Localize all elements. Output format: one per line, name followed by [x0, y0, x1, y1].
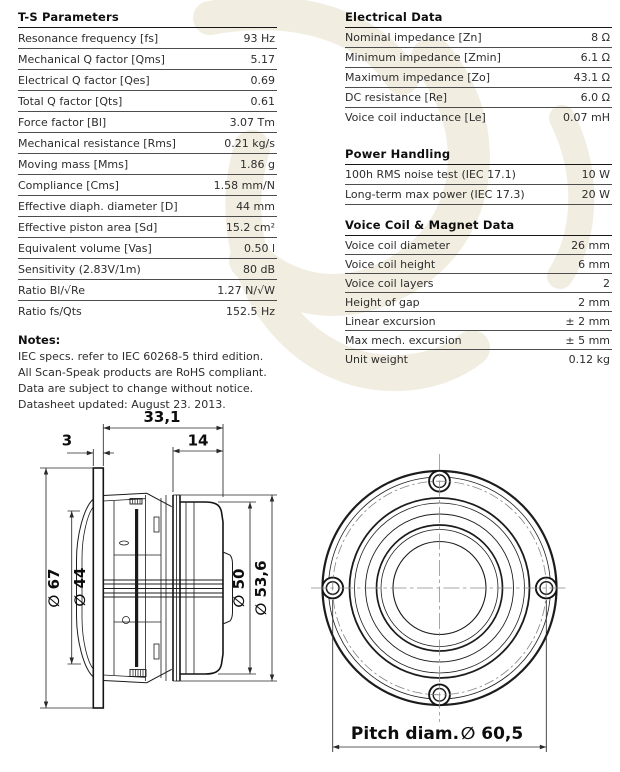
row-value: 0.50 l — [243, 241, 275, 255]
table-row — [345, 88, 612, 108]
row-value: 6 mm — [578, 257, 610, 271]
table-row — [18, 259, 277, 280]
row-value: 5.17 — [250, 52, 275, 66]
notes-title: Notes: — [18, 333, 61, 347]
row-value: 0.21 kg/s — [224, 136, 275, 150]
table-row — [18, 175, 277, 196]
table-row — [345, 350, 612, 368]
table-row — [345, 331, 612, 350]
table-row — [18, 301, 277, 321]
table-row — [18, 238, 277, 259]
row-value: 8 Ω — [591, 31, 610, 44]
pitch-diameter-label: Pitch diam. — [350, 724, 460, 744]
table-row — [18, 28, 277, 49]
table-row — [345, 108, 612, 127]
table-row — [345, 165, 612, 185]
table-row — [345, 185, 612, 205]
row-value: 80 dB — [242, 262, 275, 276]
row-value: 1.27 N/√W — [217, 283, 275, 297]
row-label: Mechanical Q factor [Qms] — [18, 52, 165, 66]
dim-rear-plate-diameter: ∅ 50 — [230, 568, 248, 608]
voice-coil-magnet-table — [345, 218, 612, 368]
row-label: Ratio fs/Qts — [18, 304, 82, 318]
table-title-ts-parameters: T-S Parameters — [18, 10, 277, 28]
table-row — [345, 48, 612, 68]
table-title-electrical-data: Electrical Data — [345, 10, 612, 28]
row-label: Resonance frequency [fs] — [18, 31, 159, 45]
row-value: 1.86 g — [240, 157, 275, 171]
dim-cone-diameter: ∅ 44 — [71, 567, 89, 607]
flange-plate — [93, 468, 103, 708]
front-view-drawing — [310, 400, 620, 772]
pitch-diameter-value: ∅ 60,5 — [460, 724, 524, 744]
spider-band — [103, 580, 222, 597]
row-label: Minimum impedance [Zmin] — [345, 51, 501, 64]
dim-magnet-diameter: ∅ 53,6 — [252, 560, 270, 616]
row-label: Mechanical resistance [Rms] — [18, 136, 176, 150]
row-label: Linear excursion — [345, 314, 436, 328]
row-value: 43.1 Ω — [573, 71, 610, 84]
ts-parameters-table — [18, 10, 277, 321]
dim-rear-depth: 14 — [187, 431, 209, 450]
note-line: Datasheet updated: August 23. 2013. — [18, 398, 226, 411]
row-label: Total Q factor [Qts] — [18, 94, 123, 108]
row-label: Voice coil layers — [345, 276, 434, 290]
row-value: 3.07 Tm — [229, 115, 275, 129]
right-column — [345, 10, 612, 368]
table-row — [18, 49, 277, 70]
row-label: Height of gap — [345, 295, 420, 309]
table-row — [345, 255, 612, 274]
row-value: 1.58 mm/N — [213, 178, 275, 192]
table-row — [18, 217, 277, 238]
row-label: Ratio Bl/√Re — [18, 283, 85, 297]
table-row — [345, 293, 612, 312]
table-row — [345, 28, 612, 48]
table-row — [345, 236, 612, 255]
row-label: Voice coil inductance [Le] — [345, 111, 486, 124]
table-row — [345, 68, 612, 88]
row-value: 44 mm — [236, 199, 275, 213]
row-value: ± 5 mm — [565, 333, 610, 347]
table-row — [18, 280, 277, 301]
note-line: Data are subject to change without notice. — [18, 382, 254, 395]
table-row — [18, 112, 277, 133]
row-value: 0.61 — [250, 94, 275, 108]
row-label: Force factor [Bl] — [18, 115, 107, 129]
dim-flange-diameter: ∅ 67 — [45, 568, 63, 608]
voice-coil-former — [135, 509, 138, 667]
row-label: Compliance [Cms] — [18, 178, 119, 192]
row-label: Moving mass [Mms] — [18, 157, 129, 171]
left-column — [18, 10, 277, 413]
power-handling-table — [345, 147, 612, 205]
table-row — [18, 91, 277, 112]
row-value: 0.12 kg — [568, 352, 610, 366]
row-label: Max mech. excursion — [345, 333, 462, 347]
row-value: 15.2 cm² — [225, 220, 275, 234]
row-label: Long-term max power (IEC 17.3) — [345, 188, 525, 201]
table-row — [18, 133, 277, 154]
note-line: All Scan-Speak products are RoHS compliant. — [18, 366, 267, 379]
side-view-drawing — [10, 400, 310, 772]
row-value: 152.5 Hz — [225, 304, 275, 318]
table-title-voice-coil: Voice Coil & Magnet Data — [345, 218, 612, 236]
note-line: IEC specs. refer to IEC 60268-5 third edition. — [18, 350, 264, 363]
table-row — [345, 312, 612, 331]
row-label: Unit weight — [345, 352, 408, 366]
row-value: 20 W — [581, 188, 610, 201]
notes-section — [18, 333, 318, 413]
row-value: 93 Hz — [243, 31, 275, 45]
row-value: 6.1 Ω — [580, 51, 610, 64]
table-title-power-handling: Power Handling — [345, 147, 612, 165]
row-label: Electrical Q factor [Qes] — [18, 73, 150, 87]
row-label: DC resistance [Re] — [345, 91, 448, 104]
row-label: 100h RMS noise test (IEC 17.1) — [345, 168, 516, 181]
row-label: Voice coil height — [345, 257, 436, 271]
row-label: Equivalent volume [Vas] — [18, 241, 152, 255]
row-label: Sensitivity (2.83V/1m) — [18, 262, 141, 276]
row-label: Effective piston area [Sd] — [18, 220, 158, 234]
table-row — [18, 154, 277, 175]
row-value: 2 mm — [578, 295, 610, 309]
row-value: 6.0 Ω — [580, 91, 610, 104]
table-row — [18, 196, 277, 217]
row-label: Voice coil diameter — [345, 238, 451, 252]
row-value: 2 — [603, 276, 610, 290]
row-label: Nominal impedance [Zn] — [345, 31, 482, 44]
row-value: 0.69 — [250, 73, 275, 87]
row-value: 10 W — [581, 168, 610, 181]
dim-total-depth: 33,1 — [143, 408, 181, 426]
row-label: Effective diaph. diameter [D] — [18, 199, 178, 213]
electrical-data-table — [345, 10, 612, 127]
row-label: Maximum impedance [Zo] — [345, 71, 491, 84]
magnet-cup — [180, 502, 223, 674]
row-value: 26 mm — [571, 238, 610, 252]
dim-flange-thickness: 3 — [61, 431, 73, 450]
row-value: 0.07 mH — [563, 111, 610, 124]
row-value: ± 2 mm — [565, 314, 610, 328]
table-row — [345, 274, 612, 293]
table-row — [18, 70, 277, 91]
